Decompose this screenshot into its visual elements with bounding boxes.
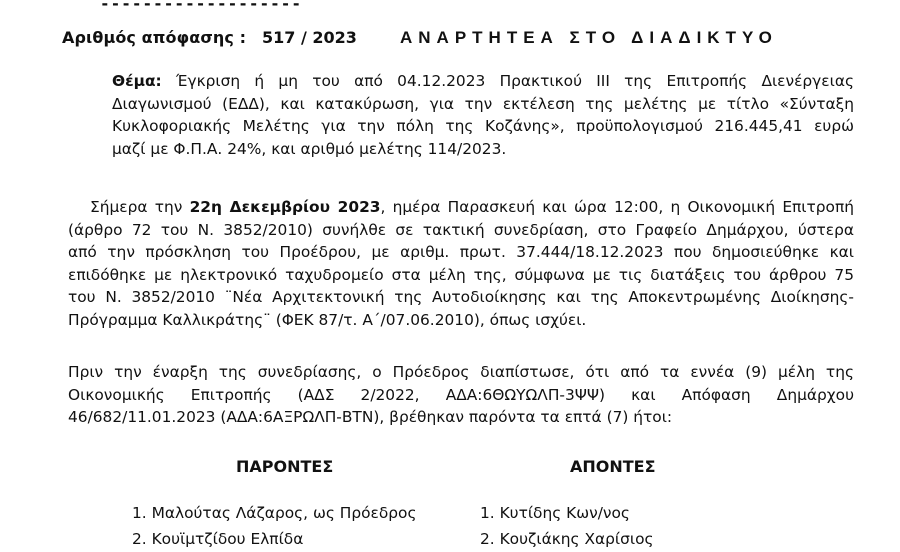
- present-member: 1. Μαλούτας Λάζαρος, ως Πρόεδρος: [132, 504, 417, 522]
- publish-flag: ΑΝΑΡΤΗΤΕΑ ΣΤΟ ΔΙΑΔΙΚΤΥΟ: [400, 28, 778, 47]
- absent-member: 2. Κουζιάκης Χαρίσιος: [480, 530, 654, 548]
- present-members-list: [132, 500, 417, 552]
- decision-label: Αριθμός απόφασης :: [62, 28, 247, 47]
- meeting-date: 22η Δεκεμβρίου 2023: [189, 198, 381, 216]
- absent-members-list: [480, 500, 654, 552]
- subject-line: Κυκλοφοριακής Μελέτης για την πόλη της Κοζάνης», προϋπολογισμού 216.445,41 ευρώ: [112, 117, 854, 135]
- decision-header: [62, 28, 862, 52]
- meeting-paragraph: [68, 196, 854, 331]
- present-heading: ΠΑΡΟΝΤΕΣ: [236, 457, 334, 476]
- subject-paragraph: [112, 70, 854, 160]
- subject-line: Έγκριση ή μη του από 04.12.2023 Πρακτικού ΙΙΙ της Επιτροπής Διενέργειας: [161, 72, 854, 90]
- quorum-line: Πριν την έναρξη της συνεδρίασης, ο Πρόεδρος διαπίστωσε, ότι από τα εννέα (9) μέλη της: [68, 363, 854, 381]
- quorum-paragraph: [68, 361, 854, 429]
- decision-number: 517 / 2023: [262, 28, 357, 47]
- absent-heading: ΑΠΟΝΤΕΣ: [570, 457, 656, 476]
- meeting-line: (άρθρο 72 του Ν. 3852/2010) συνήλθε σε τακτική συνεδρίαση, στο Γραφείο Δημάρχου, ύστερα: [68, 220, 854, 239]
- subject-line: Διαγωνισμού (ΕΔΔ), και κατακύρωση, για την εκτέλεση της μελέτης με τίτλο «Σύνταξη: [112, 94, 854, 113]
- meeting-line: από την πρόσκληση του Προέδρου, με αριθμ. πρωτ. 37.444/18.12.2023 που δημοσιεύθηκε και: [68, 243, 854, 261]
- meeting-line: του Ν. 3852/2010 ¨Νέα Αρχιτεκτονική της Αυτοδιοίκησης και της Αποκεντρωμένης Διοίκησης-: [68, 288, 854, 306]
- top-dashed-rule: -------------------: [100, 0, 303, 13]
- present-member: 2. Κουϊμτζίδου Ελπίδα: [132, 530, 304, 548]
- subject-label: Θέμα:: [112, 72, 162, 90]
- subject-line: μαζί με Φ.Π.Α. 24%, και αριθμό μελέτης 114/2023.: [112, 139, 507, 158]
- meeting-line: Πρόγραμμα Καλλικράτης¨ (ΦΕΚ 87/τ. Α΄/07.06.2010), όπως ισχύει.: [68, 310, 587, 329]
- quorum-line: 46/682/11.01.2023 (ΑΔΑ:6ΑΞΡΩΛΠ-ΒΤΝ), βρέθηκαν παρόντα τα επτά (7) ήτοι:: [68, 408, 673, 426]
- quorum-line: Οικονομικής Επιτροπής (ΑΔΣ 2/2022, ΑΔΑ:6ΘΩΥΩΛΠ-3ΨΨ) και Απόφαση Δημάρχου: [68, 385, 854, 404]
- absent-member: 1. Κυτίδης Κων/νος: [480, 504, 630, 522]
- meeting-line: , ημέρα Παρασκευή και ώρα 12:00, η Οικονομική Επιτροπή: [380, 198, 854, 216]
- meeting-intro: Σήμερα την: [90, 198, 190, 216]
- meeting-line: επιδόθηκε με ηλεκτρονικό ταχυδρομείο στα μέλη της, σύμφωνα με τις διατάξεις του άρθρου 75: [68, 265, 854, 284]
